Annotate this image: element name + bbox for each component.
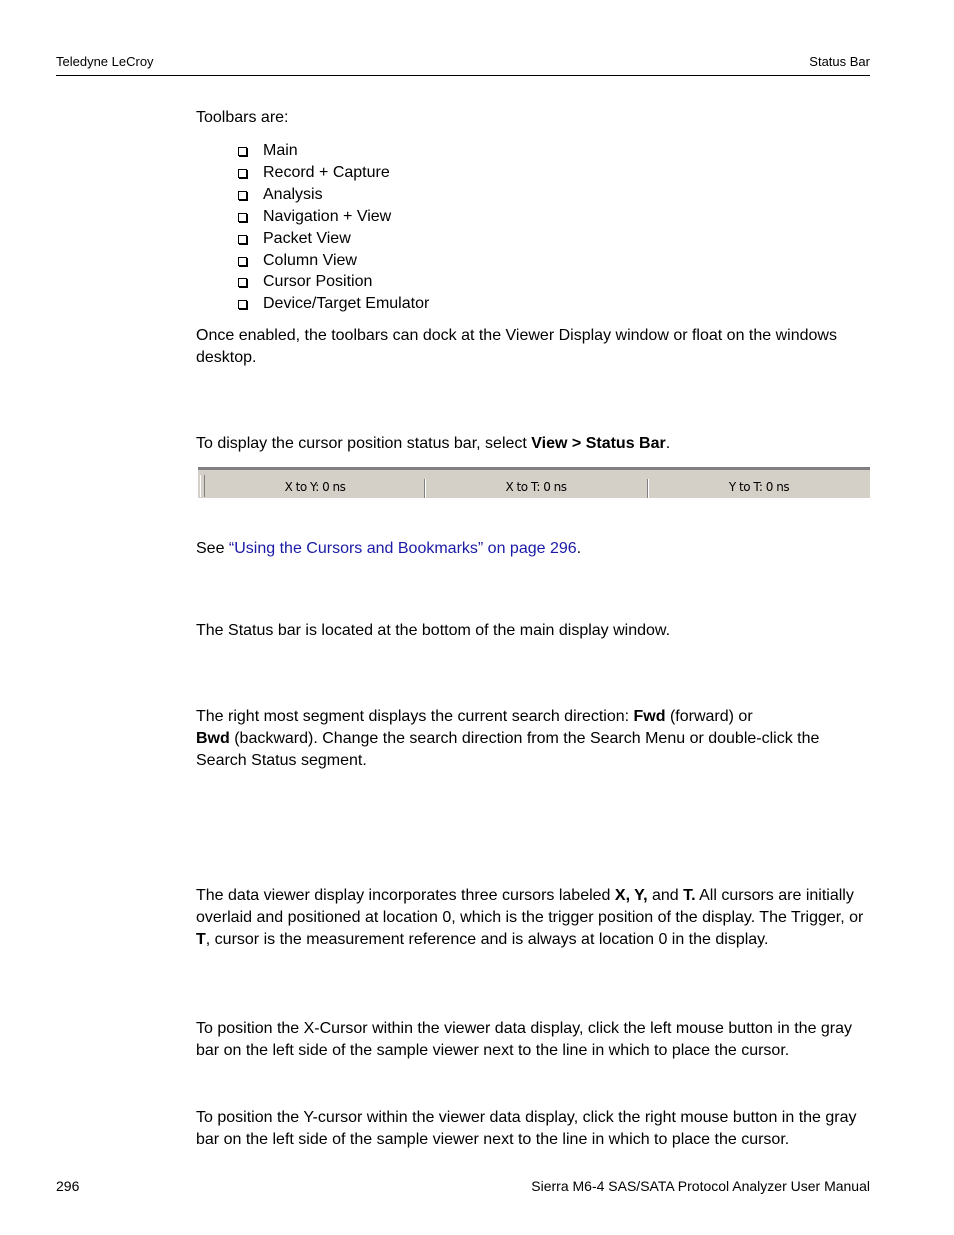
checkbox-bullet-icon <box>238 278 247 287</box>
y-cursor-paragraph: To position the Y-cursor within the viewer data display, click the right mouse button in the gray bar on the left side of the sample viewer next to the line in which to place the cursor. <box>196 1109 857 1148</box>
list-item: Record + Capture <box>237 162 429 184</box>
checkbox-bullet-icon <box>238 257 247 266</box>
checkbox-bullet-icon <box>238 169 247 178</box>
segment-divider <box>647 479 649 498</box>
x-cursor-paragraph: To position the X-Cursor within the viewer data display, click the left mouse button in the gray bar on the left side of the sample viewer next to the line in which to place the cursor. <box>196 1020 853 1059</box>
toolbars-intro: Toolbars are: <box>196 109 289 126</box>
status-bar-grip <box>200 475 205 497</box>
toolbar-list <box>237 140 429 315</box>
list-item: Cursor Position <box>237 271 429 293</box>
checkbox-bullet-icon <box>238 191 247 200</box>
y-to-t-segment: Y to T: 0 ns <box>728 480 790 494</box>
page-number: 296 <box>56 1178 80 1194</box>
header-rule <box>56 75 870 76</box>
checkbox-bullet-icon <box>238 300 247 309</box>
status-located-paragraph: The Status bar is located at the bottom of the main display window. <box>196 622 671 639</box>
search-direction-paragraph: The right most segment displays the current search direction: Fwd (forward) or Bwd (backward). Change the search direction from the Search Menu or double-click the Search Status segment. <box>196 708 820 769</box>
list-item: Navigation + View <box>237 206 429 228</box>
header-right: Status Bar <box>809 54 870 69</box>
segment-divider <box>424 479 426 498</box>
cursors-bookmarks-link[interactable]: “Using the Cursors and Bookmarks” on page 296 <box>228 540 577 557</box>
list-item: Main <box>237 140 429 162</box>
list-item: Column View <box>237 250 429 272</box>
checkbox-bullet-icon <box>238 235 247 244</box>
list-item: Packet View <box>237 228 429 250</box>
header-left: Teledyne LeCroy <box>56 54 154 69</box>
x-to-t-segment: X to T: 0 ns <box>505 480 567 494</box>
x-to-y-segment: X to Y: 0 ns <box>284 480 346 494</box>
cursor-status-paragraph: To display the cursor position status bar, select View > Status Bar. <box>196 435 671 452</box>
checkbox-bullet-icon <box>238 147 247 156</box>
cursors-paragraph: The data viewer display incorporates three cursors labeled X, Y, and T. All cursors are initially overlaid and positioned at location 0, which is the trigger position of the display. The Trigger, or T, cursor is the measurement reference and is always at location 0 in the display. <box>196 887 864 948</box>
status-bar-screenshot <box>198 467 870 498</box>
see-paragraph: See “Using the Cursors and Bookmarks” on page 296. <box>196 540 582 557</box>
manual-title: Sierra M6-4 SAS/SATA Protocol Analyzer User Manual <box>531 1178 870 1194</box>
list-item: Analysis <box>237 184 429 206</box>
checkbox-bullet-icon <box>238 213 247 222</box>
dock-paragraph: Once enabled, the toolbars can dock at the Viewer Display window or float on the windows desktop. <box>196 327 837 366</box>
list-item: Device/Target Emulator <box>237 293 429 315</box>
